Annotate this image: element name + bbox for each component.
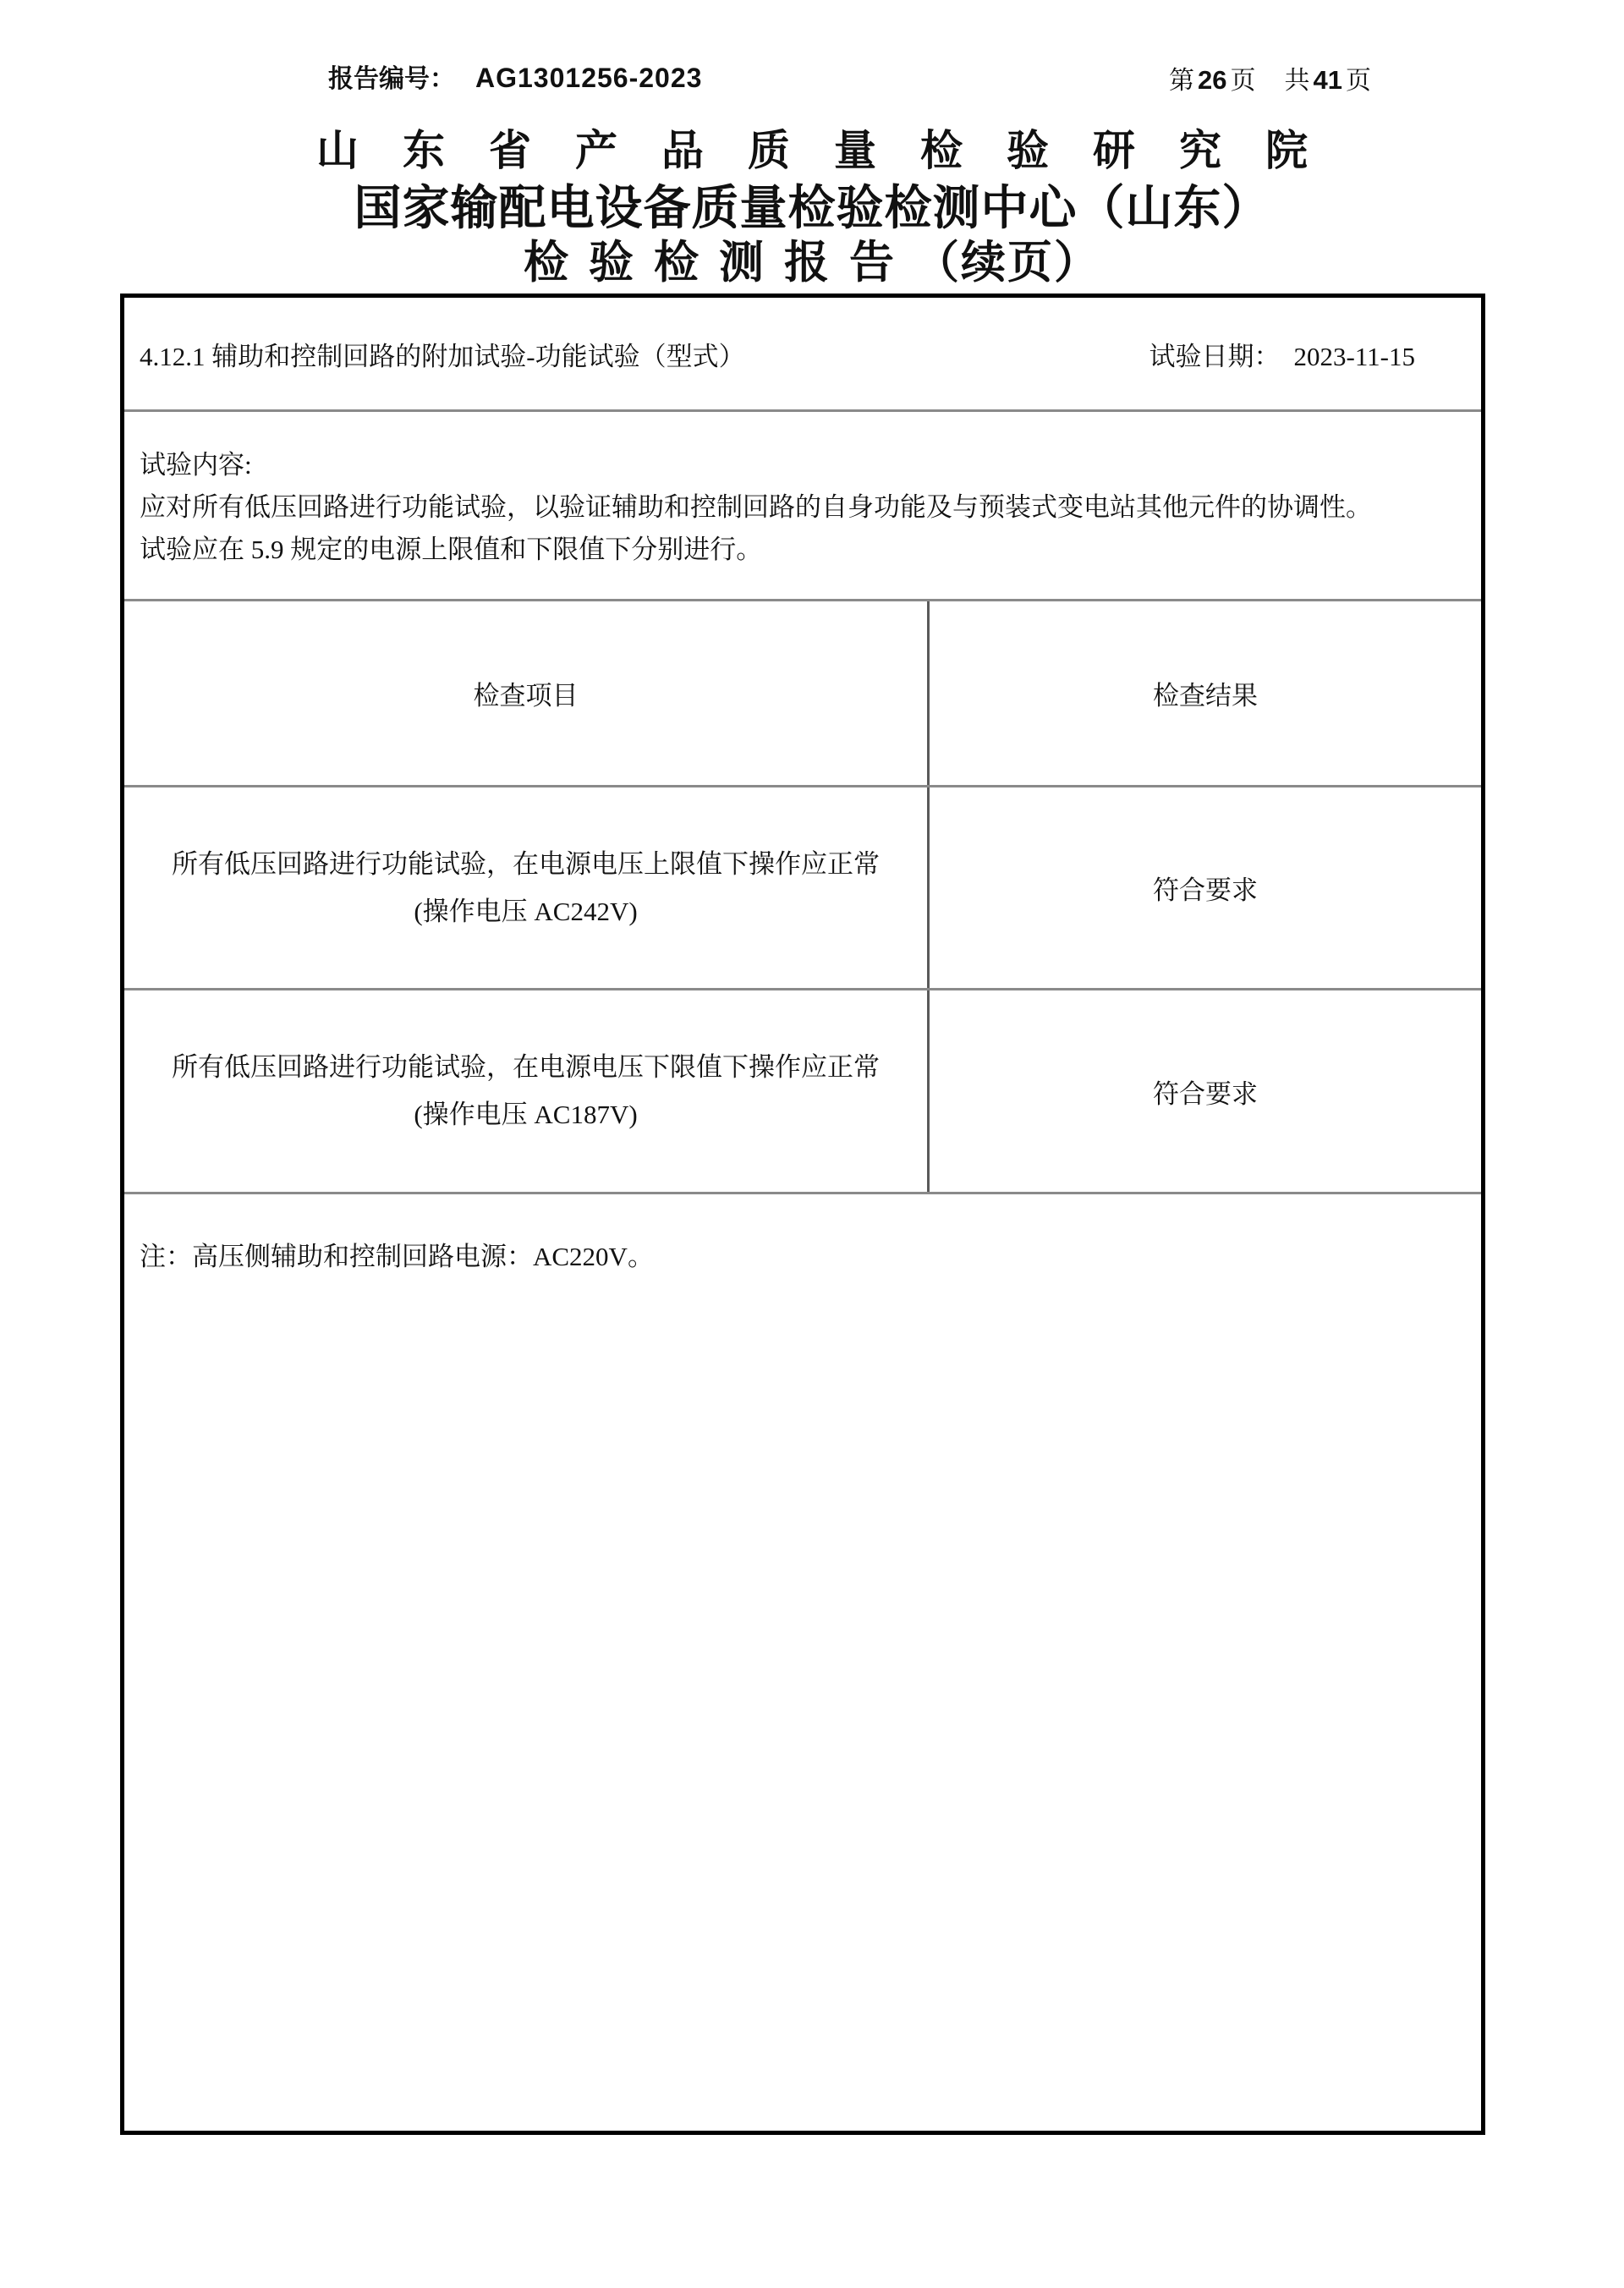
note-row [124, 1194, 1481, 2131]
org-title-line1: 山东省产品质量检验研究院 [316, 127, 1352, 174]
pagination [1169, 59, 1371, 96]
test-content-line: 应对所有低压回路进行功能试验，以验证辅助和控制回路的自身功能及与预装式变电站其他元件的协调性。 [140, 492, 1372, 522]
test-report-table [120, 294, 1485, 2135]
check-item-line1: 所有低压回路进行功能试验，在电源电压下限值下操作应正常 [172, 1052, 880, 1082]
check-item-cell [124, 990, 930, 1192]
document-title-main: 检验检测报告 [524, 238, 914, 288]
pagination-total-label: 共 [1284, 67, 1310, 95]
check-item-line2: (操作电压 AC242V) [414, 896, 638, 926]
document-title [0, 227, 1624, 291]
pagination-total-pages: 41 [1313, 65, 1342, 95]
column-header-item: 检查项目 [124, 601, 930, 785]
check-result-cell: 符合要求 [1153, 875, 1258, 905]
pagination-page-char: 页 [1230, 67, 1256, 95]
test-date-group [1149, 335, 1416, 373]
check-item-line2: (操作电压 AC187V) [414, 1100, 638, 1129]
table-row [124, 787, 1481, 990]
column-header-row [124, 601, 1481, 787]
org-title-line2: 国家输配电设备质量检验检测中心（山东） [354, 181, 1270, 234]
report-number-label: 报告编号： [328, 65, 455, 93]
section-title-row [124, 298, 1481, 412]
test-content-heading: 试验内容: [140, 450, 252, 480]
report-number-value: AG1301256-2023 [475, 63, 703, 93]
note-text: 注：高压侧辅助和控制回路电源：AC220V。 [140, 1242, 654, 1271]
test-date-label: 试验日期： [1149, 341, 1281, 371]
check-item-cell [124, 787, 930, 988]
report-number-group [328, 58, 702, 95]
pagination-prefix: 第 [1169, 67, 1194, 95]
table-row [124, 990, 1481, 1194]
test-content-line: 试验应在 5.9 规定的电源上限值和下限值下分别进行。 [140, 535, 763, 564]
pagination-current-page: 26 [1198, 65, 1227, 95]
check-item-line1: 所有低压回路进行功能试验，在电源电压上限值下操作应正常 [172, 848, 880, 879]
section-title: 4.12.1 辅助和控制回路的附加试验-功能试验（型式） [140, 341, 745, 371]
column-header-result: 检查结果 [1153, 681, 1258, 711]
check-result-cell: 符合要求 [1153, 1078, 1258, 1109]
test-date-value: 2023-11-15 [1293, 341, 1415, 371]
pagination-page-char-2: 页 [1345, 67, 1371, 95]
document-title-suffix: （续页） [914, 238, 1100, 288]
test-content-row [124, 412, 1481, 601]
